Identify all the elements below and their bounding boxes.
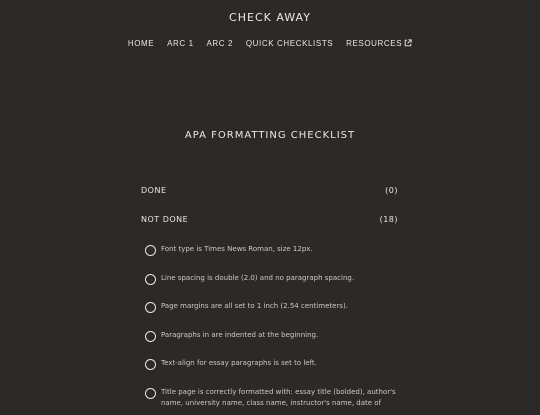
checkbox-circle[interactable] [145,245,156,256]
checklist-item-text: Title page is correctly formatted with: essay title (bolded), author's name, university name, class name, instructor's name, date of [161,387,405,409]
checklist-item [145,301,405,330]
checklist-item-text: Line spacing is double (2.0) and no paragraph spacing. [161,273,354,284]
checkbox-circle[interactable] [145,388,156,399]
checklist-item [145,387,405,415]
nav-arc-1[interactable]: ARC 1 [167,39,194,68]
checkbox-circle[interactable] [145,359,156,370]
checkbox-circle[interactable] [145,274,156,285]
checklist-item [145,244,405,273]
checklist-item-text: Text-align for essay paragraphs is set to left. [161,358,317,369]
done-section-toggle[interactable] [141,186,398,195]
nav-arc-2[interactable]: ARC 2 [206,39,233,68]
main-nav [0,39,540,68]
nav-resources[interactable] [346,39,412,68]
done-count: (0) [385,186,398,195]
site-title[interactable]: CHECK AWAY [0,11,540,24]
checkbox-circle[interactable] [145,331,156,342]
nav-quick-checklists[interactable]: QUICK CHECKLISTS [246,39,333,68]
not-done-section-toggle[interactable] [141,215,398,224]
checklist-item-text: Font type is Times News Roman, size 12px. [161,244,313,255]
checkbox-circle[interactable] [145,302,156,313]
not-done-count: (18) [380,215,398,224]
checklist-item-text: Page margins are all set to 1 inch (2.54 centimeters). [161,301,348,312]
done-label: DONE [141,186,167,195]
nav-resources-label: RESOURCES [346,39,402,48]
nav-home[interactable]: HOME [128,39,154,68]
checklist-item [145,358,405,387]
checklist-item-text: Paragraphs in are indented at the beginning. [161,330,318,341]
checklist [145,244,405,415]
page-title: APA FORMATTING CHECKLIST [0,130,540,141]
checklist-item [145,330,405,359]
not-done-label: NOT DONE [141,215,188,224]
checklist-item [145,273,405,302]
external-link-icon [404,39,412,49]
